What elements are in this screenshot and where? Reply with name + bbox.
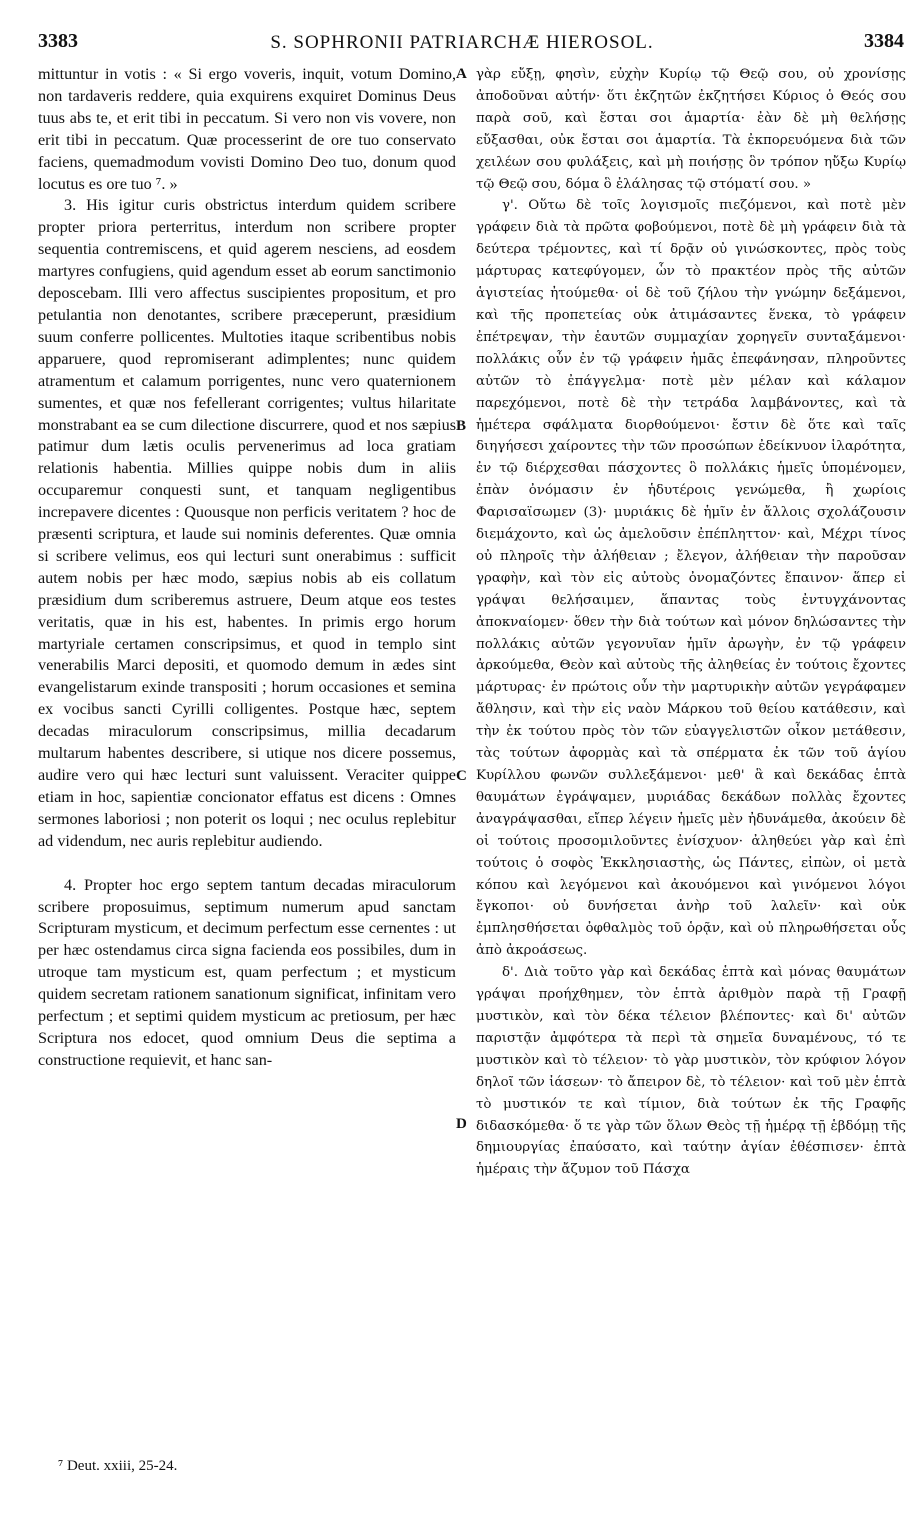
page-number-left: 3383 — [38, 30, 78, 52]
latin-paragraph-2: 3. His igitur curis obstrictus interdum quidem scribere propter priora perterritus, interdum non scribere propter sequentia contremiscens, et quid agerem nesciens, ad eosdem martyres confugiens, quid agendum esset ab eorum sanctimonio deposcebam. Illi vero affectus suscipientes propositum, et pro petulantia non denotantes, scribere præceperunt, præsidium suum conferre pollicentes. Multoties itaque scribentibus nobis apparuere, quod repromiserant adimplentes; nunc quidem atramentum et calamum porrigentes, nunc vero quaternionem sumentes, et quæ nos fefellerant corrigentes; vultus hilaritate monstrabant ea se cum dilectione discurrere, quod et nos sæpius patimur dum lætis oculis pervenerimus ad loca gratiam relationis habentia. Millies quippe nobis dum in aliis occuparemur conquesti sunt, et tanquam negligentibus increpavere dicentes : Quousque non perficis veritatem ? hoc de præsenti scriptura, et laude sui nominis deferentes. Quæ omnia si scribere velimus, eos qui lecturi sunt onerabimus : sufficit autem nobis per hæc modo, sæpius nobis ab eis collatum præsidium dum scriberemus astruere, Deum atque eos testes veritatis, quæ in his est, habentes. In primis ergo horum martyriale certamen conscripsimus, et quod in templo sint venerabilis Marci depositi, et quomodo demum in ædes sint evangelistarum exinde transpositi ; horum occasiones et semina ex vocibus sancti Cyrilli colligentes. Postque hæc, septem decadas miraculorum conscripsimus, millia decadarum multarum habentes describere, si utique nos dicere possemus, audire vero qui hæc lecturi sunt valuissent. Veraciter quippe etiam in hoc, sapientiæ concionator effatus est dicens : Omnes sermones laboriosi ; non poterit os loqui ; nec oculus replebitur ad videndum, nec auris replebitur audiendo. — [38, 196, 456, 850]
latin-paragraph-3: 4. Propter hoc ergo septem tantum decadas miraculorum scribere proposuimus, septimum numerum apud sanctam Scripturam mysticum, et decimum perfectum esse cernentes : ut per hæc ostendamus circa signa facienda eos possibiles, dum in utroque tam mysticum est, quam perfectum ; et mysticum quidem secretam rationem sanationum significat, infinitam vero perfectum ; et septimi quidem mysticum ac pretiosum, per hæc Scriptura nos edocet, quod omnium Deus die septima a constructione requievit, et hanc san- — [38, 875, 456, 1069]
latin-paragraph-1: mittuntur in votis : « Si ergo voveris, inquit, votum Domino, non tardaveris reddere, quia exquirens exquiret Dominus Deus tuus abs te, et erit tibi in peccatum. Si vero non vis vovere, non erit tibi in peccatum. Quæ processerint de ore tuo conservato faciens, quemadmodum vovisti Domino Deo tuo, donum quod locutus es ore tuo ⁷. » — [38, 65, 456, 193]
greek-paragraph-3: δ'. Διὰ τοῦτο γὰρ καὶ δεκάδας ἑπτὰ καὶ μόνας θαυμάτων γράψαι προήχθημεν, τὸν ἑπτὰ ἀριθμὸν παρὰ τῇ Γραφῇ μυστικὸν, καὶ τὸν δέκα τέλειον βλέποντες· καὶ δι' αὐτῶν παριστᾷν ἀμφότερα τὰ περὶ τὰ σημεῖα δυναμένους, τό τε μυστικὸν καὶ τὸ τέλειον· τὸ γὰρ μυστικὸν, τὸν κρύφιον λόγον δηλοῖ τῶν ἰάσεων· τὸ ἄπειρον δὲ, τὸ τέλειον· καὶ τοῦ μὲν ἑπτὰ τὸ μυστικόν τε καὶ τίμιον, διὰ τούτων ἐκ τῆς Γραφῆς διδασκόμεθα· ὅ τε γὰρ τῶν ὅλων Θεὸς τῇ ἡμέρᾳ τῇ ἑβδόμῃ τῆς δημιουργίας ἐπαύσατο, καὶ ταύτην ἁγίαν ἐθέσπισεν· ἑπτὰ ἡμέραις τὴν ἄζυμον τοῦ Πάσχα — [476, 965, 906, 1178]
margin-letter-b: B — [456, 418, 467, 434]
margin-letter-a: A — [456, 66, 467, 82]
page-header — [0, 30, 924, 60]
greek-paragraph-1: γὰρ εὔξῃ, φησὶν, εὐχὴν Κυρίῳ τῷ Θεῷ σου, οὐ χρονίσῃς ἀποδοῦναι αὐτήν· ὅτι ἐκζητῶν ἐκζητήσει Κύριος ὁ Θεός σου παρὰ σοῦ, καὶ ἔσται σοι ἁμαρτία· ἐὰν δὲ μὴ θελήσῃς εὔξασθαι, οὐκ ἔσται σοι ἁμαρτία. Τὰ ἐκπορευόμενα διὰ τῶν χειλέων σου φυλάξεις, καὶ μὴ ποιήσῃς ὃν τρόπον ηὔξω Κυρίῳ τῷ Θεῷ σου, δόμα ὃ ἐλάλησας τῷ στόματί σου. » — [476, 67, 906, 192]
margin-letter-d: D — [456, 1116, 467, 1132]
latin-column — [38, 64, 456, 1072]
margin-letter-c: C — [456, 768, 467, 784]
greek-paragraph-2: γ'. Οὕτω δὲ τοῖς λογισμοῖς πιεζόμενοι, καὶ ποτὲ μὲν γράφειν διὰ τὰ πρῶτα φοβούμενοι, ποτὲ δὲ μὴ γράφειν διὰ τὰ δεύτερα τρέμοντες, καὶ τί δρᾷν οὐ γινώσκοντες, πρὸς τοὺς μάρτυρας κατεφύγομεν, ὧν τὸ πρακτέον πρὸς τῆς αὐτῶν ἁγιστείας ἠτούμεθα· οἱ δὲ τοῦ ζήλου τὴν γνώμην δεξάμενοι, καὶ τῆς προπετείας οὐκ ἀτιμάσαντες ἕνεκα, τὸ γράφειν ἐπέτρεψαν, τὴν ἑαυτῶν συμμαχίαν χορηγεῖν συνταξάμενοι· πολλάκις οὖν ἐν τῷ γράφειν ἡμᾶς ἐπεφάνησαν, πληροῦντες αὐτῶν τὸ ἐπάγγελμα· ποτὲ μὲν μέλαν καὶ κάλαμον παρεχόμενοι, ποτὲ δὲ τὴν τετράδα λαμβάνοντες, καὶ τὰ ἡμέτερα σφάλματα διορθούμενοι· ἔστιν δὲ ὅτε καὶ ταῖς διηγήσεσι χαίροντες τὴν τῶν προσώπων ἐδείκνυον ἱλαρότητα, ἐν τῷ διέρχεσθαι πάσχοντες ὃ πολλάκις ἡμεῖς ὑπομένομεν, ἐπὰν ὀνόμασιν ἐν ἡδυτέροις γενώμεθα, ἢ χωρίοις Φαρισαϊσωμεν (3)· μυριάκις δὲ ἡμῖν ἐν ἄλλοις σχολάζουσιν διεμάχοντο, καὶ ὡς ἀμελοῦσιν ἐπέπληττον· καὶ, Μέχρι τίνος οὐ πληροῖς τὴν ἀλήθειαν ; ἔλεγον, ἀλήθειαν τὴν παροῦσαν γραφὴν, καὶ τὸν εἰς αὐτοὺς ὀνομαζόντες ἔπαινον· ἅπερ εἰ γράψαι θελήσαιμεν, ἅπαντας τοὺς ἐντυγχάνοντας ἀποκναίομεν· ὅθεν τὴν διὰ τούτων καὶ μόνον δηλώσαντες τὴν πολλάκις αὐτῶν γεγονυῖαν ἡμῖν ἀρωγὴν, ἐν τῷ γράφειν ἀρκούμεθα, Θεὸν καὶ αὐτοὺς τῆς ἀληθείας ἐν τούτοις ἔχοντες μάρτυρας· ἐν πρώτοις οὖν τὴν μαρτυρικὴν αὐτῶν γεγράφαμεν ἄθλησιν, καὶ τὴν εἰς ναὸν Μάρκου τοῦ θείου κατάθεσιν, καὶ τὴν ἐκ τούτου πρὸς τὸν τῶν εὐαγγελιστῶν οἶκον μετάθεσιν, τὰς τούτων ἀφορμὰς καὶ τὰ σπέρματα ἐκ τῶν τοῦ ἁγίου Κυρίλλου φωνῶν συλλεξάμενοι· μεθ' ἃ καὶ δεκάδας ἑπτὰ θαυμάτων ἐγράψαμεν, μυριάδας δεκάδων πολλὰς ἔχοντες ἀναγράψασθαι, εἴπερ λέγειν ἡμεῖς μὲν ἠδυνάμεθα, ἀκούειν δὲ οἱ τούτοις προσομιλοῦντες ἐνίσχυον· ἀληθεύει γὰρ καὶ ἐπὶ τούτοις ὁ σοφὸς Ἐκκλησιαστὴς, ὡς Πάντες, εἰπὼν, οἱ μετὰ κόπου καὶ λεγόμενοι καὶ ἀκουόμενοι καὶ γινόμενοι λόγοι ἔγκοποι· οὐ δυνήσεται ἀνὴρ τοῦ λαλεῖν· καὶ οὐκ ἐμπλησθήσεται ὀφθαλμὸς τοῦ ὁρᾷν, καὶ οὐ πληρωθήσεται οὖς ἀπὸ ἀκροάσεως. — [476, 198, 906, 959]
greek-column — [476, 64, 906, 1181]
page-number-right: 3384 — [864, 30, 904, 52]
footnote: ⁷ Deut. xxiii, 25-24. — [58, 1458, 178, 1474]
running-head: S. SOPHRONII PATRIARCHÆ HIEROSOL. — [270, 32, 654, 53]
